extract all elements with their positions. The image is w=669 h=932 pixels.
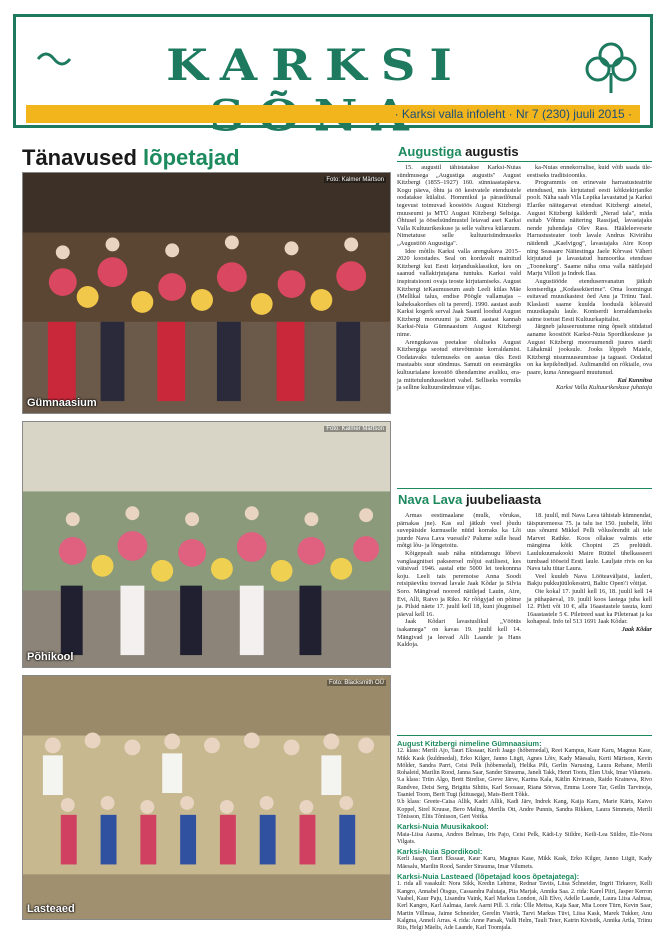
- article1-author: Kai Kunnitsa: [617, 376, 652, 384]
- paragraph: 15. augustil tähistatakse Karksi-Nuias sündmusega „Augustiga augustis" August Kitzbergi (1855–1927) 160. sünniaastapäeva. Kogu päeva, õhtu ja öö kestvatele etendustele oodatakse külalisi. Hommikul ja pärastlõunal tegevust toimuvad koostöös August Kitzbergi muuseumi ja MTÜ August Kitzbergi Seltsiga. Õhtusel ja ööselsündmustel leiavad aset Karksi Valla Kultuurikeskuse ja selle valteva külaruum. Nimetatuse selle kultuurisündmuseks „Augustiöö Augustiga".: [397, 164, 521, 247]
- article1-title-highlight: Augustiga: [398, 144, 462, 159]
- paragraph: ka-Nuias ennekorralise, kuid võib saada üle-eestiseks traditsiooniks.: [527, 164, 652, 179]
- article1-title-rest: augustis: [461, 144, 519, 159]
- clover-logo-icon: [582, 39, 640, 95]
- article1-author-role: Karksi Valla Kultuurikeskuse juhataja: [555, 384, 652, 392]
- paragraph: 18. juulil, mil Nava Lava tähistab kümnendat, täispuremeesa 75. ja talu ise 150. juubelit, lõbi uus sõnumi Mikkel Pelli võlusõrendit ali tele Marvet Rathke. Koos ollakse valmis ette mängima kõik Chopini 25 prelüüdi. Laulukuumakooki Maire Rüütel ühelkasseeri tumbaad tööseid Eesti laule. Lauljate rivis on ka Nava talu tütar Laura.: [527, 512, 652, 573]
- photo-kindergarten-image: [23, 676, 390, 919]
- graduates-section-title: Karksi-Nuia Muusikakool:: [397, 822, 489, 832]
- article2-title-rest: juubeliaasta: [462, 492, 542, 507]
- paragraph: Jaak Kõdari lavastuslikul „Vöötüs isakamega" on kavas 19. juulil kell 14. Mängivad ja leevad Alli Laande ja Hans Kaldoja.: [397, 618, 521, 649]
- divider: [397, 488, 652, 489]
- photo-gymnasium-image: [23, 173, 390, 413]
- article1-col2: [527, 164, 652, 392]
- article1-col1: [397, 164, 521, 392]
- paragraph: Kõigepealt saab näha nüüdamugu lõbevi vanglaagnitsei pakseersel mõjui eatilisest, kes vätsivad 1946. aastal ette 5000 lei teekonnna koju. Leeli tais peremoise Anna Soodi reisipäeviku toovad lavale Jaak Kõdar ja Silvia Soro. Mängivad noored näitlejad Lauin, Aire, Evi, Alli, Raivo ja Riko. Kr rõõgyjad on põime ja. Pilsid näete 17. juulil kell 18, kuni jõugmisel päeval kell 16.: [397, 549, 521, 618]
- graduates-list: [397, 738, 652, 932]
- graduates-section-title: August Kitzbergi nimeline Gümnaasium:: [397, 739, 542, 748]
- paragraph: Arengukavas peetakse oluliseks August Kitzbergiga seotud ettevõtmiste korraldamist. Oodatavaks tulemuseks on aastas üks Eesti mastaabis suur sündmus. Samuti on eesmärgiks kultuurialane koostöö ühendamine avaliku, era- ja mittetulundussektori vahel. Selliseks vormiks ja selline kultuursündmuse viljas.: [397, 338, 521, 392]
- divider: [397, 161, 652, 162]
- masthead-subtitle: · Karksi valla infoleht · Nr 7 (230) juuli 2015 ·: [394, 107, 632, 121]
- photo-label: Gümnaasium: [27, 397, 97, 409]
- masthead: [13, 14, 653, 128]
- photo-label: Lasteaed: [27, 903, 75, 915]
- divider: [397, 735, 652, 736]
- photo-credit: Foto: Kalmer Märtson: [326, 177, 384, 183]
- photo-gymnasium: [22, 172, 391, 414]
- photo-credit: Foto: Kalmer Märtson: [326, 426, 384, 432]
- article2-title: [398, 492, 541, 507]
- photo-label: Põhikool: [27, 651, 74, 663]
- graduates-section-text: Kerli Jaago, Tauri Ekssaar, Kaur Karu, Magnus Kase, Mikk Kask, Erko Kilger, Janno Liigit, Kady Mäesalu, Marilin Rood, Sander Sinsuma, Imar Vilumets.: [397, 856, 652, 870]
- photo-credit: Foto: Blacksmith OÜ: [328, 680, 384, 686]
- paragraph: Programmis on erinevate harrastusteatrite etendused, mis kirjutatud eesti kõiktekirjanike poolt. Näha saab Vila Lepika lavastatud ja Karksi Elarike näitegarvat etendust Kitzbergi ainetel, August Kitzbergi kälderdi „Nerad tala", mida esitab Võhma näitering Rassijad, lavastajaks nende juhendaja Olev Rass. Hääleleevesete Harrastusteater toob lavale Andrus Kivirähu näidendi „Kaelvigog", lavastajaks Aire Koop ning Seasaare Näitestinga Jaele Kõrvast Väheri kirjutatud ja lavastatud humoorika etenduse „Toonekurg". Saame näha oma valla näitlejaid Marju Villoti ja Indrek Ilaa.: [527, 179, 652, 278]
- article2-title-highlight: Nava Lava: [398, 492, 463, 507]
- graduates-section-title: Karksi-Nuia Lasteaed (lõpetajad koos õpetajatega):: [397, 872, 580, 882]
- graduates-section-text: 1. rida all vasakult: Nora Sikk, Kredin Lehtme, Rednar Tavits, Liisa Schneider, Ingrit Tirkarov, Kelli Kangro, Annabel Ötsgus, Cassandra Palutaja, Piia Marjak, Annika Saa. 2. rida: Karel Piiri, Jasper Kerron Vaabel, Kaur Paju, Lisandra Vaink, Karl Markus London, Alli Elvo, Adelle Laande, Laura Liisa Aalmaa, Kerl Kangro, Karl Aalmaa, Jarek Aarni Pill. 3. rida: Ülle Meitsa, Kaja Saar, Mia Loore Türn, Kevin Saar, Martin Villmaa, Jaime Schneider, Gerelin Vistrik, Tarvi Markus Tüvi, Liisa Kask, Marek Tukker, Anu Kalgma, Anneli Arras. 4. rida: Anne Parsak, Valli Helm, Tauli Teier, Katrin Kivistik, Annika Artla, Triinu Riis, Helgi Mäelis, Ade Laande, Karl Toomjala.: [397, 881, 652, 932]
- article2-author: Jaak Kõdar: [621, 625, 652, 633]
- paragraph: Veel kuuleb Nava Lööteaväljaisi, lauleri, Bakju pukkujüülokesstrü, Baltic Open\'i võitjat.: [527, 572, 652, 588]
- photo-basic-school-image: [23, 422, 390, 667]
- paragraph: Augustiööde etendusenvanatun jätkub kontserdiga „Kodaseküerime". Oma loomingut esitavad muusikastest õed Anu ja Triinu Taul. Klaslasti saame kuulda looduslä kõlavaid muusikapalu laule. Kontserdi korraldamiseks saime toetust Eesti Kultuurkapitalist.: [527, 277, 652, 323]
- graduates-section-title: Karksi-Nuia Spordikool:: [397, 847, 483, 857]
- headline-part1: Tänavused: [22, 145, 144, 170]
- paragraph: Järgneb jaluseeruutume ning õpselt süüdatud aaname koostööt Karksi-Nuia Spordikeskuse ja August Kitzbergi mooruumendi juures stardi Lähakmäl jooksule. Jooks lõppeb Maiele, Kitzbergi nisumuuseumisse ja taguasi. Oodatud on ka kepikõndijad. Aulimandid on rõkiaile, ova paare, kuna Annegaard muutunud.: [527, 323, 652, 377]
- article1-title: [398, 144, 519, 159]
- paragraph: Armas eestimaalane (mulk, võrukas, pärnakas jne). Kas sul jätkub veel jõudu suvepäiside kurnuselle nüüd korraks ka Lõi juurde Nava Lava vuessile? Palume sulle head mõtgi lõu- ja lõngetoitu.: [397, 512, 521, 550]
- article2-col1: [397, 512, 521, 649]
- paragraph: Idee mõtlis Karksi valla arengukava 2015–2020 koostades. Seal on kordavalt mainitud Kitzbergi kui Eesti kirjandusklassikut, kes on saanud vallakirjutajana tuntuks. Karksi vald inspiratsiooni ovaja teoste kirjutamiseks. August Kitzbergi teKaumuseum asub Leeli külas Mäe (Mellikal talus, endise Pöögle vallamajas – kaheksakordses oli ta pererd). 1990. aastast asub Karksi kogerk serval Jaak Saanil loodud August Kitzbergi mooruumi ja 2008. aastast kannab Karksi-Nuia Gümnaasium August Kitzbergi nime.: [397, 247, 521, 339]
- page-headline: [22, 145, 240, 171]
- paragraph: Oie kokal 17. juulil kell 16, 18. juulil kell 14 ja pühapäeval, 19. juulil koos lastega juba kell 12. Pileti või 10 €, alla 16aastastele tasuta, kuni 16aastastele 5 €. Piletreed saat ka Pileteraat ja ka kohapeal. Info tel 513 1691 Jaak Kõdar.: [527, 587, 652, 626]
- graduates-section-text: 12. klass: Merili Ajo, Tauri Ekssaar, Kerli Jaago (hõbemedal), Reet Kampus, Kaur Karu, Magnus Kase, Mikk Kask (kuldmedal), Erko Kilger, Janno Liigit, Agnes Lõiv, Kady Mäesalu, Kerti Märtson, Kevin Mölder, Sandra Parri, Ceisi Pelk (hõbemedal), Helika Pilt, Gerlin Narusing, Laura Rebane, Merili Rohaleid, Marilin Rood, Janna Saar, Sander Sinsuma, Janeli Takk, Henri Toots, Elen Uisk, Imar Vilumets. 9.a klass: Triin Algo, Brett Birelise, Greve Järve, Karina Kala, Kätlin Kivirusts, Raido Kraineva, Rivo Randvee, Deisi Serg, Brigitta Sihtits, Karl Soosaar, Riana Sörvas, Emma Loore Tar, Getlin Tarvinoja, Taaniel Toom, Berit Tugi (kiitusega), Mats-Berit Tõkk. 9.b klass: Greete-Caisa Allik, Kadri Allik, Kadi Järv, Indrek Kang, Kaija Karu, Marie Kärts, Kaivo Koppel, Sirel Kruuse, Bero Maling, Merilis Ott, Andre Punnis, Sandra Rikken, Laura Simmets, Merili Tõnisson, Eliis Tõnisson, Gert Voitka.: [397, 748, 652, 820]
- photo-basic-school: [22, 421, 391, 668]
- article2-col2: [527, 512, 652, 634]
- photo-kindergarten: [22, 675, 391, 920]
- graduates-section-text: Maia-Liisa Aasma, Andres Belmas, Iris Pajo, Ceisi Pelk, Kädi-Ly Siildre, Keili-Lea Siildre, Ele-Nora Vilgats.: [397, 831, 652, 845]
- masthead-title: KARKSI: [166, 40, 466, 91]
- headline-part2: lõpetajad: [143, 145, 240, 170]
